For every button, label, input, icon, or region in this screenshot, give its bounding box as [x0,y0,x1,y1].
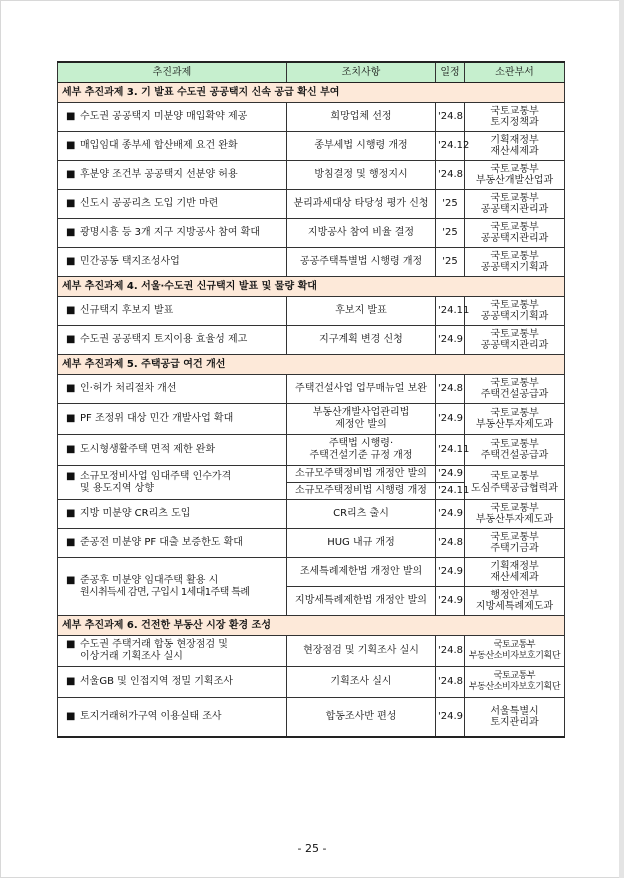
header-dept: 소관부서 [465,62,565,83]
table-row [58,132,565,161]
task-cell: ■ 후분양 조건부 공공택지 선분양 허용 [58,161,287,190]
dept-cell: 국토교통부 공공택지관리과 [465,219,565,248]
task-cell: ■ 도시형생활주택 면적 제한 완화 [58,435,287,466]
task-cell: ■ 매입임대 종부세 합산배제 요건 완화 [58,132,287,161]
dept-cell: 국토교통부 공공택지기획과 [465,248,565,277]
dept-cell: 국토교통부 부동산투자제도과 [465,404,565,435]
action-cell: 소규모주택정비법 개정안 발의 [287,466,436,483]
action-cell: 조세특례제한법 개정안 발의 [287,558,436,587]
schedule-cell: '24.9 [436,326,465,355]
table-row [58,558,565,587]
dept-cell: 국토교통부 주택건설공급과 [465,375,565,404]
dept-cell: 국토교통부 부동산소비자보호기획단 [465,667,565,698]
schedule-cell: '24.8 [436,529,465,558]
table-row [58,404,565,435]
dept-cell: 국토교통부 부동산개발산업과 [465,161,565,190]
action-cell: 주택건설사업 업무매뉴얼 보완 [287,375,436,404]
schedule-cell: '24.8 [436,161,465,190]
table-row [58,326,565,355]
task-cell: ■ PF 조정위 대상 민간 개발사업 확대 [58,404,287,435]
schedule-cell: '24.9 [436,500,465,529]
dept-cell: 국토교통부 부동산투자제도과 [465,500,565,529]
schedule-cell: '24.11 [436,435,465,466]
action-cell: 주택법 시행령· 주택건설기준 규정 개정 [287,435,436,466]
task-cell: ■ 지방 미분양 CR리츠 도입 [58,500,287,529]
schedule-cell: '24.9 [436,698,465,738]
table-row [58,248,565,277]
header-task: 추진과제 [58,62,287,83]
section-header-3 [58,83,565,103]
task-cell: ■ 수도권 공공택지 토지이용 효율성 제고 [58,326,287,355]
dept-cell: 국토교통부 공공택지관리과 [465,190,565,219]
dept-cell: 국토교통부 주택기금과 [465,529,565,558]
section-title: 세부 추진과제 3. 기 발표 수도권 공공택지 신속 공급 확신 부여 [58,83,565,103]
action-cell: 소규모주택정비법 시행령 개정 [287,483,436,500]
task-cell: ■ 신도시 공공리츠 도입 기반 마련 [58,190,287,219]
dept-cell: 국토교통부 공공택지관리과 [465,326,565,355]
task-cell: ■ 민간공동 택지조성사업 [58,248,287,277]
schedule-cell: '24.8 [436,103,465,132]
task-cell: ■ 토지거래허가구역 이용실태 조사 [58,698,287,738]
dept-cell: 기획재정부 재산세제과 [465,558,565,587]
page-edge-shadow [619,0,624,878]
task-cell: ■ 수도권 주택거래 합동 현장점검 및 이상거래 기획조사 실시 [58,636,287,667]
page-number: - 25 - [297,842,327,855]
action-cell: 지방공사 참여 비율 결정 [287,219,436,248]
task-cell: ■ 준공후 미분양 임대주택 활용 시 원시취득세 감면, 구입시 1세대1주택 특례 [58,558,287,616]
action-cell: 합동조사반 편성 [287,698,436,738]
header-action: 조치사항 [287,62,436,83]
action-cell: 희망업체 선정 [287,103,436,132]
action-cell: 후보지 발표 [287,297,436,326]
table-row [58,466,565,483]
dept-cell: 국토교통부 주택건설공급과 [465,435,565,466]
section-header-6 [58,616,565,636]
action-cell: 지구계획 변경 신청 [287,326,436,355]
action-cell: 방침결정 및 행정지시 [287,161,436,190]
dept-cell: 국토교통부 공공택지기획과 [465,297,565,326]
dept-cell: 국토교통부 토지정책과 [465,103,565,132]
task-cell: ■ 신규택지 후보지 발표 [58,297,287,326]
task-cell: ■ 수도권 공공택지 미분양 매입확약 제공 [58,103,287,132]
schedule-cell: '24.9 [436,558,465,587]
action-cell: 분리과세대상 타당성 평가 신청 [287,190,436,219]
table-row [58,667,565,698]
schedule-cell: '24.11 [436,483,465,500]
section-title: 세부 추진과제 4. 서울·수도권 신규택지 발표 및 물량 확대 [58,277,565,297]
action-cell: 기획조사 실시 [287,667,436,698]
schedule-cell: '24.12 [436,132,465,161]
table-row [58,161,565,190]
section-title: 세부 추진과제 5. 주택공급 여건 개선 [58,355,565,375]
action-cell: 종부세법 시행령 개정 [287,132,436,161]
table-row [58,529,565,558]
dept-cell: 기획재정부 재산세제과 [465,132,565,161]
action-cell: 공공주택특별법 시행령 개정 [287,248,436,277]
table-row [58,103,565,132]
schedule-cell: '25 [436,190,465,219]
task-cell: ■ 소규모정비사업 임대주택 인수가격 및 용도지역 상향 [58,466,287,500]
table-row [58,190,565,219]
section-header-4 [58,277,565,297]
section-header-5 [58,355,565,375]
dept-cell: 서울특별시 토지관리과 [465,698,565,738]
schedule-cell: '24.8 [436,667,465,698]
table-row [58,375,565,404]
table-row [58,636,565,667]
table-row [58,500,565,529]
table-row [58,297,565,326]
task-cell: ■ 준공전 미분양 PF 대출 보증한도 확대 [58,529,287,558]
table-row [58,219,565,248]
schedule-cell: '24.9 [436,466,465,483]
action-cell: 부동산개발사업관리법 제정안 발의 [287,404,436,435]
table-row [58,435,565,466]
action-cell: 지방세특례제한법 개정안 발의 [287,587,436,616]
schedule-cell: '25 [436,219,465,248]
schedule-cell: '24.9 [436,587,465,616]
policy-task-table [57,61,565,738]
dept-cell: 국토교통부 부동산소비자보호기획단 [465,636,565,667]
action-cell: 현장점검 및 기획조사 실시 [287,636,436,667]
section-title: 세부 추진과제 6. 건전한 부동산 시장 환경 조성 [58,616,565,636]
schedule-cell: '25 [436,248,465,277]
schedule-cell: '24.11 [436,297,465,326]
task-cell: ■ 서울GB 및 인접지역 정밀 기획조사 [58,667,287,698]
schedule-cell: '24.8 [436,636,465,667]
header-schedule: 일정 [436,62,465,83]
action-cell: CR리츠 출시 [287,500,436,529]
dept-cell: 국토교통부 도심주택공급협력과 [465,466,565,500]
task-cell: ■ 광명시흥 등 3개 지구 지방공사 참여 확대 [58,219,287,248]
action-cell: HUG 내규 개정 [287,529,436,558]
task-cell: ■ 인·허가 처리절차 개선 [58,375,287,404]
schedule-cell: '24.8 [436,375,465,404]
table-row [58,698,565,738]
schedule-cell: '24.9 [436,404,465,435]
table-header-row [58,62,565,83]
dept-cell: 행정안전부 지방세특례제도과 [465,587,565,616]
